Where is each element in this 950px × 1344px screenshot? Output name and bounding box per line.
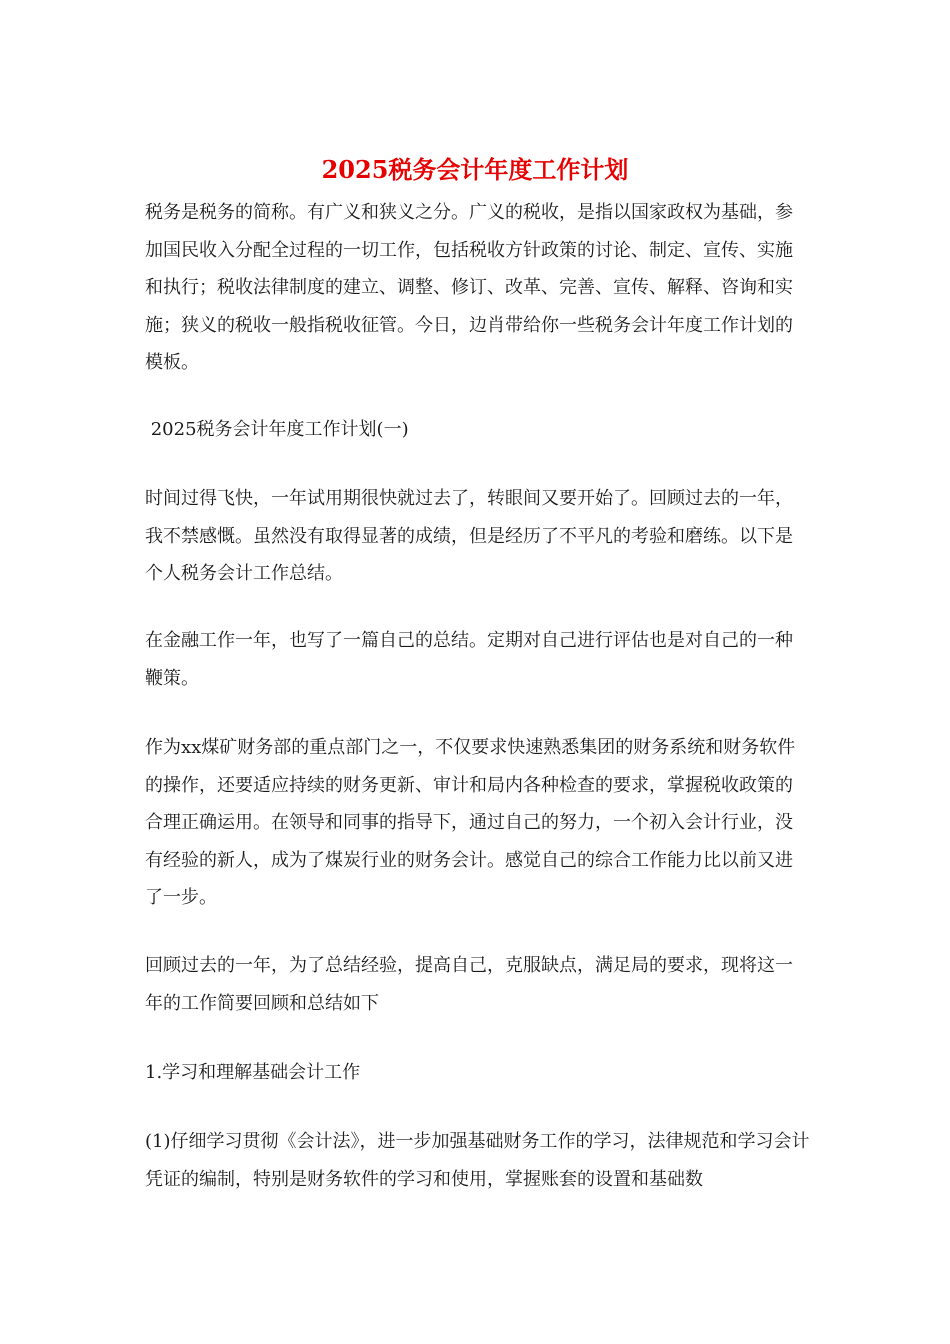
list-item-1-sub: (1)仔细学习贯彻《会计法》，进一步加强基础财务工作的学习，法律规范和学习会计凭证的编制，特别是财务软件的学习和使用，掌握账套的设置和基础数 — [145, 1131, 810, 1190]
paragraph-2: 在金融工作一年，也写了一篇自己的总结。定期对自己进行评估也是对自己的一种鞭策。 — [145, 630, 793, 689]
paragraph-3: 作为xx煤矿财务部的重点部门之一，不仅要求快速熟悉集团的财务系统和财务软件的操作，还要适应持续的财务更新、审计和局内各种检查的要求，掌握税收政策的合理正确运用。在领导和同事的指导下，通过自己的努力，一个初入会计行业，没有经验的新人，成为了煤炭行业的财务会计。感觉自己的综合工作能力比以前又进了一步。 — [145, 737, 796, 908]
paragraph-1: 时间过得飞快，一年试用期很快就过去了，转眼间又要开始了。回顾过去的一年，我不禁感慨。虽然没有取得显著的成绩，但是经历了不平凡的考验和磨练。以下是个人税务会计工作总结。 — [145, 488, 793, 584]
document-title: 2025税务会计年度工作计划 — [321, 155, 629, 184]
section-heading: 2025税务会计年度工作计划(一) — [145, 419, 409, 440]
paragraph-4: 回顾过去的一年，为了总结经验，提高自己，克服缺点，满足局的要求，现将这一年的工作简要回顾和总结如下 — [145, 955, 793, 1014]
list-item-1: 1.学习和理解基础会计工作 — [145, 1062, 361, 1083]
intro-paragraph: 税务是税务的简称。有广义和狭义之分。广义的税收，是指以国家政权为基础，参加国民收入分配全过程的一切工作，包括税收方针政策的讨论、制定、宣传、实施和执行；税收法律制度的建立、调整、修订、改革、完善、宣传、解释、咨询和实施；狭义的税收一般指税收征管。今日，边肖带给你一些税务会计年度工作计划的模板。 — [145, 202, 793, 373]
